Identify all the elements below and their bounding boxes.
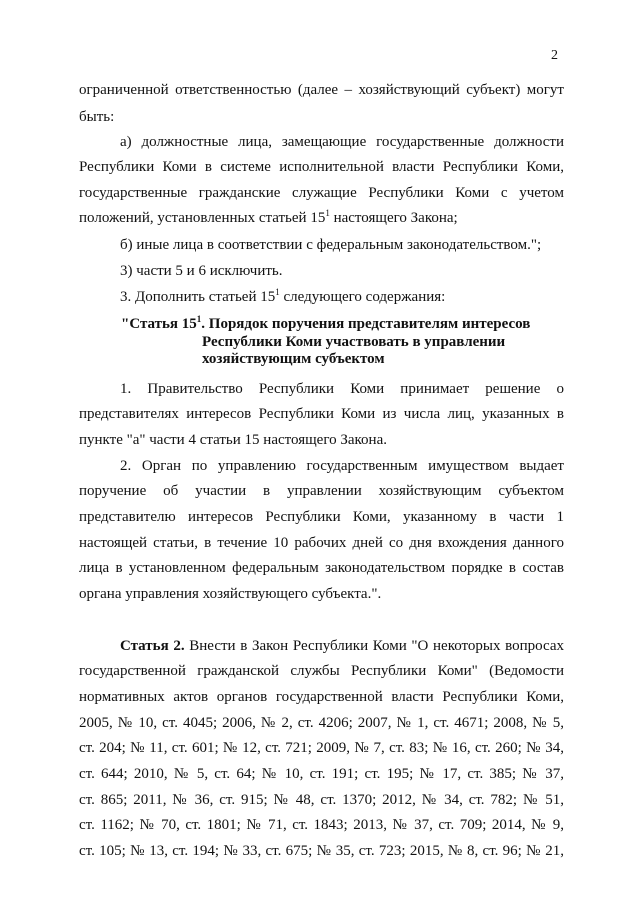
text-fragment: настоящего Закона; (329, 210, 458, 226)
text-line: поручение об участии в управлении хозяйствующим субъектом (79, 483, 564, 499)
superscript: 1 (275, 287, 280, 297)
text-fragment: 3. Дополнить статьей 15 (120, 289, 276, 305)
text-fragment: "Статья 15 (121, 316, 197, 332)
text-line: 2005, № 10, ст. 4045; 2006, № 2, ст. 4206; 2007, № 1, ст. 4671; 2008, № 5, (79, 715, 564, 731)
text-line: ст. 865; 2011, № 36, ст. 915; № 48, ст. 1370; 2012, № 34, ст. 782; № 51, (79, 792, 564, 808)
text-line: государственные гражданские служащие Республики Коми с учетом (79, 185, 564, 201)
text-line: ограниченной ответственностью (далее – хозяйствующий субъект) могут (79, 82, 564, 98)
text-line: б) иные лица в соответствии с федеральным законодательством."; (120, 237, 542, 253)
text-line: пункте "а" части 4 статьи 15 настоящего Закона. (79, 432, 387, 448)
text-fragment: Внести в Закон Республики Коми "О некоторых вопросах (184, 638, 564, 654)
text-fragment: положений, установленных статьей 15 (79, 210, 326, 226)
text-line: ст. 644; 2010, № 5, ст. 64; № 10, ст. 191; ст. 195; № 17, ст. 385; № 37, (79, 766, 564, 782)
text-line (79, 209, 564, 228)
text-line: органа управления хозяйствующего субъекта.". (79, 586, 382, 602)
text-line (120, 637, 564, 656)
article-heading-line: хозяйствующим субъектом (202, 351, 385, 367)
text-line: ст. 105; № 13, ст. 194; № 33, ст. 675; № 35, ст. 723; 2015, № 8, ст. 96; № 21, (79, 843, 564, 859)
text-line: 3) части 5 и 6 исключить. (120, 263, 283, 279)
article-label: Статья 2. (120, 638, 185, 654)
text-line: а) должностные лица, замещающие государственные должности (120, 134, 564, 150)
text-line: настоящей статьи, в течение 10 рабочих дней со дня вхождения данного (79, 535, 564, 551)
page-number: 2 (551, 48, 558, 63)
article-heading-line: Республики Коми участвовать в управлении (202, 334, 506, 350)
text-line (120, 288, 564, 307)
text-line: нормативных актов органов государственной власти Республики Коми, (79, 689, 564, 705)
text-fragment: следующего содержания: (279, 289, 446, 305)
text-line: государственной гражданской службы Республики Коми" (Ведомости (79, 663, 564, 679)
text-line: Республики Коми в системе исполнительной власти Республики Коми, (79, 159, 564, 175)
article-heading-line (121, 315, 564, 334)
text-line: ст. 204; № 11, ст. 601; № 12, ст. 721; 2009, № 7, ст. 83; № 16, ст. 260; № 34, (79, 740, 564, 756)
text-line: быть: (79, 109, 115, 125)
text-line: представителю интересов Республики Коми, указанному в части 1 (79, 509, 564, 525)
text-line: 2. Орган по управлению государственным имуществом выдает (120, 458, 564, 474)
text-line: лица в установленном федеральным законодательством порядке в состав (79, 560, 564, 576)
text-line: представителях интересов Республики Коми из числа лиц, указанных в (79, 406, 564, 422)
text-line: 1. Правительство Республики Коми принимает решение о (120, 381, 564, 397)
text-fragment: . Порядок поручения представителям интересов (201, 316, 531, 332)
text-line: ст. 1162; № 70, ст. 1801; № 71, ст. 1843; 2013, № 37, ст. 709; 2014, № 9, (79, 817, 564, 833)
superscript: 1 (196, 314, 202, 324)
superscript: 1 (325, 208, 330, 218)
